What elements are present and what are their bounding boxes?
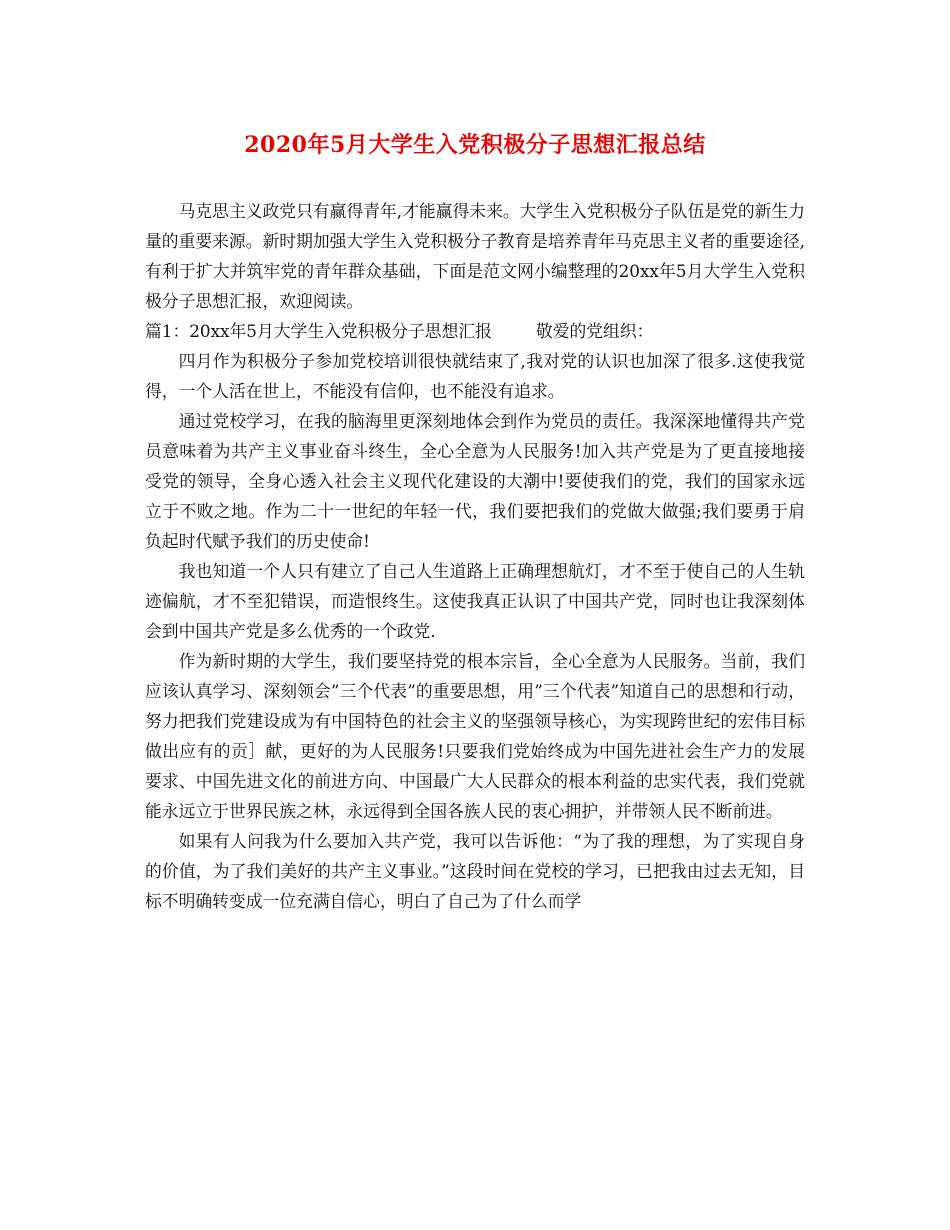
body-paragraph: 四月作为积极分子参加党校培训很快就结束了,我对党的认识也加深了很多.这使我觉得，一个人活在世上，不能没有信仰，也不能没有追求。 xyxy=(145,351,805,401)
salutation: 敬爱的党组织： xyxy=(535,321,654,341)
intro-paragraph: 马克思主义政党只有赢得青年,才能赢得未来。大学生入党积极分子队伍是党的新生力量的重要来源。新时期加强大学生入党积极分子教育是培养青年马克思主义者的重要途径,有利于扩大并筑牢党的青年群众基础，下面是范文网小编整理的20xx年5月大学生入党积极分子思想汇报，欢迎阅读。 xyxy=(145,201,805,311)
section-heading: 篇1：20xx年5月大学生入党积极分子思想汇报 xyxy=(145,321,492,341)
body-paragraph: 我也知道一个人只有建立了自己人生道路上正确理想航灯，才不至于使自己的人生轨迹偏航，才不至犯错误，而造恨终生。这使我真正认识了中国共产党，同时也让我深刻体会到中国共产党是多么优秀的一个政党. xyxy=(145,561,805,641)
section-heading-line xyxy=(145,316,805,346)
body-paragraph: 如果有人问我为什么要加入共产党，我可以告诉他：“为了我的理想，为了实现自身的价值，为了我们美好的共产主义事业。”这段时间在党校的学习，已把我由过去无知，目标不明确转变成一位充满自信心，明白了自己为了什么而学 xyxy=(145,831,805,911)
body-paragraph: 通过党校学习，在我的脑海里更深刻地体会到作为党员的责任。我深深地懂得共产党员意味着为共产主义事业奋斗终生，全心全意为人民服务!加入共产党是为了更直接地接受党的领导，全身心透入社会主义现代化建设的大潮中!要使我们的党，我们的国家永远立于不败之地。作为二十一世纪的年轻一代，我们要把我们的党做大做强;我们要勇于肩负起时代赋予我们的历史使命! xyxy=(145,411,805,551)
document-body xyxy=(145,196,805,916)
body-paragraph: 作为新时期的大学生，我们要坚持党的根本宗旨，全心全意为人民服务。当前，我们应该认真学习、深刻领会”三个代表”的重要思想，用”三个代表”知道自己的思想和行动，努力把我们党建设成为有中国特色的社会主义的坚强领导核心，为实现跨世纪的宏伟目标做出应有的贡］献，更好的为人民服务!只要我们党始终成为中国先进社会生产力的发展要求、中国先进文化的前进方向、中国最广大人民群众的根本利益的忠实代表，我们党就能永远立于世界民族之林，永远得到全国各族人民的衷心拥护，并带领人民不断前进。 xyxy=(145,651,805,821)
document-title: 2020年5月大学生入党积极分子思想汇报总结 xyxy=(244,132,706,158)
